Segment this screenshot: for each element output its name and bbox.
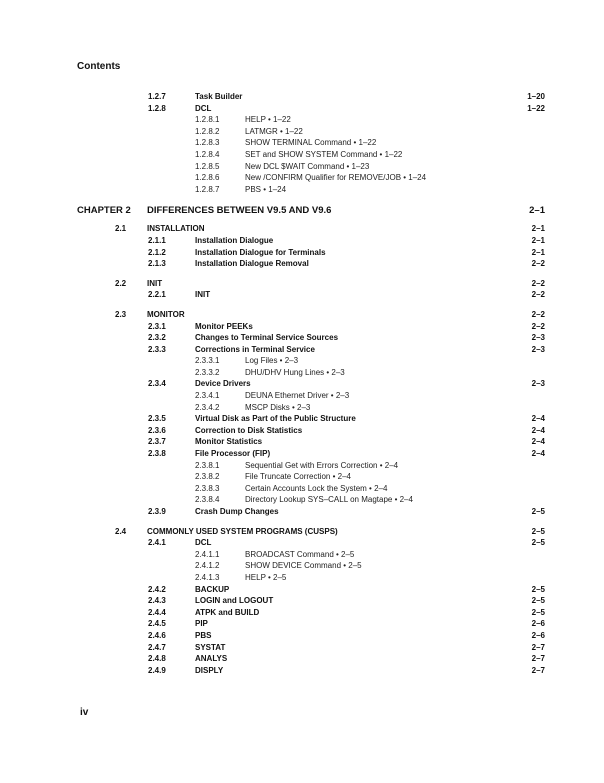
entry-page: 1–20: [527, 92, 545, 101]
toc-entry[interactable]: [0, 665, 604, 677]
toc-entry[interactable]: [0, 258, 604, 270]
toc-entry[interactable]: [0, 483, 604, 495]
entry-title: Corrections in Terminal Service: [195, 344, 315, 354]
entry-number: 2.3.3: [148, 344, 166, 354]
entry-title: PBS: [195, 630, 212, 640]
entry-page: 2–1: [529, 205, 545, 217]
toc-entry[interactable]: [0, 137, 604, 149]
entry-number: 2.3.8.1: [195, 460, 220, 470]
entry-title: MSCP Disks • 2–3: [245, 402, 311, 412]
entry-title: ATPK and BUILD: [195, 607, 260, 617]
entry-title: Monitor PEEKs: [195, 321, 253, 331]
entry-number: 2.4.5: [148, 619, 166, 629]
entry-page: 2–5: [531, 526, 545, 536]
entry-page: 2–2: [531, 309, 545, 319]
toc-entry[interactable]: [0, 91, 604, 103]
entry-title: ANALYS: [195, 654, 228, 664]
entry-title: File Processor (FIP): [195, 449, 271, 459]
entry-page: 2–2: [531, 321, 545, 331]
entry-number: 2.3.3.2: [195, 367, 220, 377]
entry-number: 2.4.3: [148, 596, 166, 606]
entry-page: 1–22: [527, 103, 545, 113]
entry-number: CHAPTER 2: [77, 205, 131, 217]
toc-entry[interactable]: [0, 378, 604, 390]
entry-title: DHU/DHV Hung Lines • 2–3: [245, 367, 345, 377]
toc-entry[interactable]: [0, 506, 604, 518]
toc-entry[interactable]: [0, 184, 604, 196]
entry-number: 1.2.8: [148, 103, 166, 113]
entry-number: 2.4.8: [148, 654, 166, 664]
page-heading: Contents: [77, 61, 121, 72]
toc-entry[interactable]: [0, 425, 604, 437]
entry-number: 2.4.2: [148, 584, 166, 594]
entry-title: Certain Accounts Lock the System • 2–4: [245, 483, 388, 493]
entry-title: DEUNA Ethernet Driver • 2–3: [245, 391, 350, 401]
entry-title: New DCL $WAIT Command • 1–23: [245, 161, 370, 171]
entry-page: 2–1: [531, 247, 545, 257]
entry-number: 2.2: [115, 278, 127, 288]
toc-entry[interactable]: [0, 289, 604, 301]
entry-number: 1.2.8.2: [195, 126, 220, 136]
entry-title: DCL: [195, 103, 212, 113]
entry-page: 2–3: [531, 379, 545, 389]
entry-title: COMMONLY USED SYSTEM PROGRAMS (CUSPS): [147, 526, 338, 536]
toc-entry[interactable]: [0, 460, 604, 472]
entry-number: 2.3.1: [148, 321, 166, 331]
toc-entry[interactable]: [0, 549, 604, 561]
entry-title: HELP • 2–5: [245, 572, 287, 582]
entry-number: 1.2.8.6: [195, 173, 220, 183]
toc-entry[interactable]: [0, 309, 604, 321]
toc-entry[interactable]: [0, 618, 604, 630]
toc-entry[interactable]: [0, 278, 604, 290]
entry-title: DISPLY: [195, 665, 224, 675]
entry-number: 1.2.8.3: [195, 138, 220, 148]
toc-entry[interactable]: [0, 367, 604, 379]
toc-entry[interactable]: [0, 537, 604, 549]
toc-entry[interactable]: [0, 247, 604, 259]
toc-entry[interactable]: [0, 595, 604, 607]
entry-number: 2.4.1.3: [195, 572, 220, 582]
entry-number: 2.2.1: [148, 290, 166, 300]
toc-entry[interactable]: [0, 344, 604, 356]
entry-page: 2–5: [531, 584, 545, 594]
entry-page: 2–5: [531, 607, 545, 617]
entry-page: 2–2: [531, 259, 545, 269]
entry-page: 2–2: [531, 290, 545, 300]
page-number: iv: [80, 707, 89, 718]
entry-number: 2.1.2: [148, 247, 166, 257]
entry-title: New /CONFIRM Qualifier for REMOVE/JOB • 1–24: [245, 173, 427, 183]
toc-entry[interactable]: [0, 642, 604, 654]
entry-page: 2–1: [531, 235, 545, 245]
entry-number: 2.4.4: [148, 607, 166, 617]
entry-title: Monitor Statistics: [195, 437, 263, 447]
entry-number: 2.3.8: [148, 449, 166, 459]
entry-title: HELP • 1–22: [245, 115, 291, 125]
entry-number: 2.4.7: [148, 642, 166, 652]
entry-number: 2.4: [115, 526, 127, 536]
toc-entry[interactable]: [0, 494, 604, 506]
entry-page: 2–4: [531, 437, 545, 447]
toc-entry[interactable]: [0, 630, 604, 642]
entry-page: 2–5: [531, 507, 545, 516]
entry-number: 2.4.1.1: [195, 549, 220, 559]
entry-number: 1.2.8.5: [195, 161, 220, 171]
entry-number: 2.4.9: [148, 665, 166, 675]
entry-number: 2.4.6: [148, 630, 166, 640]
entry-title: Log Files • 2–3: [245, 356, 299, 366]
entry-title: DCL: [195, 538, 212, 548]
entry-page: 2–6: [531, 619, 545, 629]
entry-page: 2–3: [531, 344, 545, 354]
entry-number: 2.3.8.4: [195, 495, 220, 505]
entry-title: Device Drivers: [195, 379, 251, 389]
entry-title: PIP: [195, 619, 208, 629]
toc-entry[interactable]: [0, 448, 604, 460]
entry-number: 2.3.4: [148, 379, 166, 389]
entry-title: Correction to Disk Statistics: [195, 425, 303, 435]
toc-entry[interactable]: [0, 235, 604, 247]
toc-entry[interactable]: [0, 126, 604, 138]
toc-entry[interactable]: [0, 607, 604, 619]
entry-page: 2–7: [531, 665, 545, 675]
entry-title: Installation Dialogue Removal: [195, 259, 309, 269]
entry-number: 2.4.1.2: [195, 561, 220, 571]
entry-number: 2.3.8.3: [195, 483, 220, 493]
entry-title: Virtual Disk as Part of the Public Structure: [195, 414, 356, 424]
entry-title: Crash Dump Changes: [195, 507, 279, 516]
toc-entry[interactable]: [0, 436, 604, 448]
entry-title: Directory Lookup SYS–CALL on Magtape • 2–4: [245, 495, 413, 505]
entry-number: 2.3.9: [148, 507, 166, 516]
entry-number: 2.3.8.2: [195, 472, 220, 482]
entry-title: INIT: [147, 278, 163, 288]
entry-number: 1.2.7: [148, 92, 166, 101]
entry-number: 2.3.7: [148, 437, 166, 447]
toc-entry[interactable]: [0, 172, 604, 184]
entry-title: LATMGR • 1–22: [245, 126, 303, 136]
entry-number: 1.2.8.7: [195, 184, 220, 194]
entry-number: 2.3: [115, 309, 127, 319]
entry-title: MONITOR: [147, 309, 185, 319]
entry-title: Installation Dialogue for Terminals: [195, 247, 326, 257]
entry-title: SHOW TERMINAL Command • 1–22: [245, 138, 377, 148]
entry-number: 2.3.6: [148, 425, 166, 435]
toc-entry[interactable]: [0, 114, 604, 126]
entry-page: 2–7: [531, 642, 545, 652]
entry-page: 2–1: [531, 224, 545, 234]
toc-entry[interactable]: [0, 560, 604, 572]
entry-number: 2.1.3: [148, 259, 166, 269]
entry-number: 1.2.8.1: [195, 115, 220, 125]
toc-entry[interactable]: [0, 413, 604, 425]
entry-title: LOGIN and LOGOUT: [195, 596, 274, 606]
entry-title: INSTALLATION: [147, 224, 205, 234]
entry-number: 2.3.3.1: [195, 356, 220, 366]
entry-number: 2.1: [115, 224, 127, 234]
entry-number: 2.3.4.1: [195, 391, 220, 401]
entry-page: 2–5: [531, 596, 545, 606]
entry-page: 2–2: [531, 278, 545, 288]
table-of-contents: [0, 91, 604, 676]
entry-title: BROADCAST Command • 2–5: [245, 549, 355, 559]
toc-entry[interactable]: [0, 332, 604, 344]
toc-entry[interactable]: [0, 149, 604, 161]
entry-title: Task Builder: [195, 92, 243, 101]
entry-number: 2.4.1: [148, 538, 166, 548]
toc-entry[interactable]: [0, 390, 604, 402]
toc-entry[interactable]: [0, 103, 604, 115]
entry-number: 2.3.4.2: [195, 402, 220, 412]
toc-entry[interactable]: [0, 321, 604, 333]
toc-entry[interactable]: [0, 572, 604, 584]
entry-page: 2–5: [531, 538, 545, 548]
entry-number: 2.1.1: [148, 235, 166, 245]
entry-title: Changes to Terminal Service Sources: [195, 333, 339, 343]
entry-page: 2–4: [531, 414, 545, 424]
entry-title: BACKUP: [195, 584, 230, 594]
entry-title: Installation Dialogue: [195, 235, 274, 245]
entry-title: Sequential Get with Errors Correction • 2–4: [245, 460, 399, 470]
entry-number: 2.3.5: [148, 414, 166, 424]
toc-entry[interactable]: [0, 526, 604, 538]
entry-title: SYSTAT: [195, 642, 226, 652]
entry-page: 2–4: [531, 449, 545, 459]
entry-page: 2–6: [531, 630, 545, 640]
toc-chapter[interactable]: [0, 204, 604, 218]
entry-title: PBS • 1–24: [245, 184, 287, 194]
entry-number: 2.3.2: [148, 333, 166, 343]
entry-title: SHOW DEVICE Command • 2–5: [245, 561, 362, 571]
entry-title: DIFFERENCES BETWEEN V9.5 AND V9.6: [147, 205, 332, 217]
toc-entry[interactable]: [0, 355, 604, 367]
toc-entry[interactable]: [0, 223, 604, 235]
toc-entry[interactable]: [0, 471, 604, 483]
toc-entry[interactable]: [0, 584, 604, 596]
entry-page: 2–7: [531, 654, 545, 664]
toc-entry[interactable]: [0, 161, 604, 173]
entry-title: SET and SHOW SYSTEM Command • 1–22: [245, 149, 403, 159]
entry-title: INIT: [195, 290, 211, 300]
entry-page: 2–4: [531, 425, 545, 435]
entry-page: 2–3: [531, 333, 545, 343]
entry-number: 1.2.8.4: [195, 149, 220, 159]
toc-entry[interactable]: [0, 653, 604, 665]
toc-entry[interactable]: [0, 402, 604, 414]
entry-title: File Truncate Correction • 2–4: [245, 472, 351, 482]
